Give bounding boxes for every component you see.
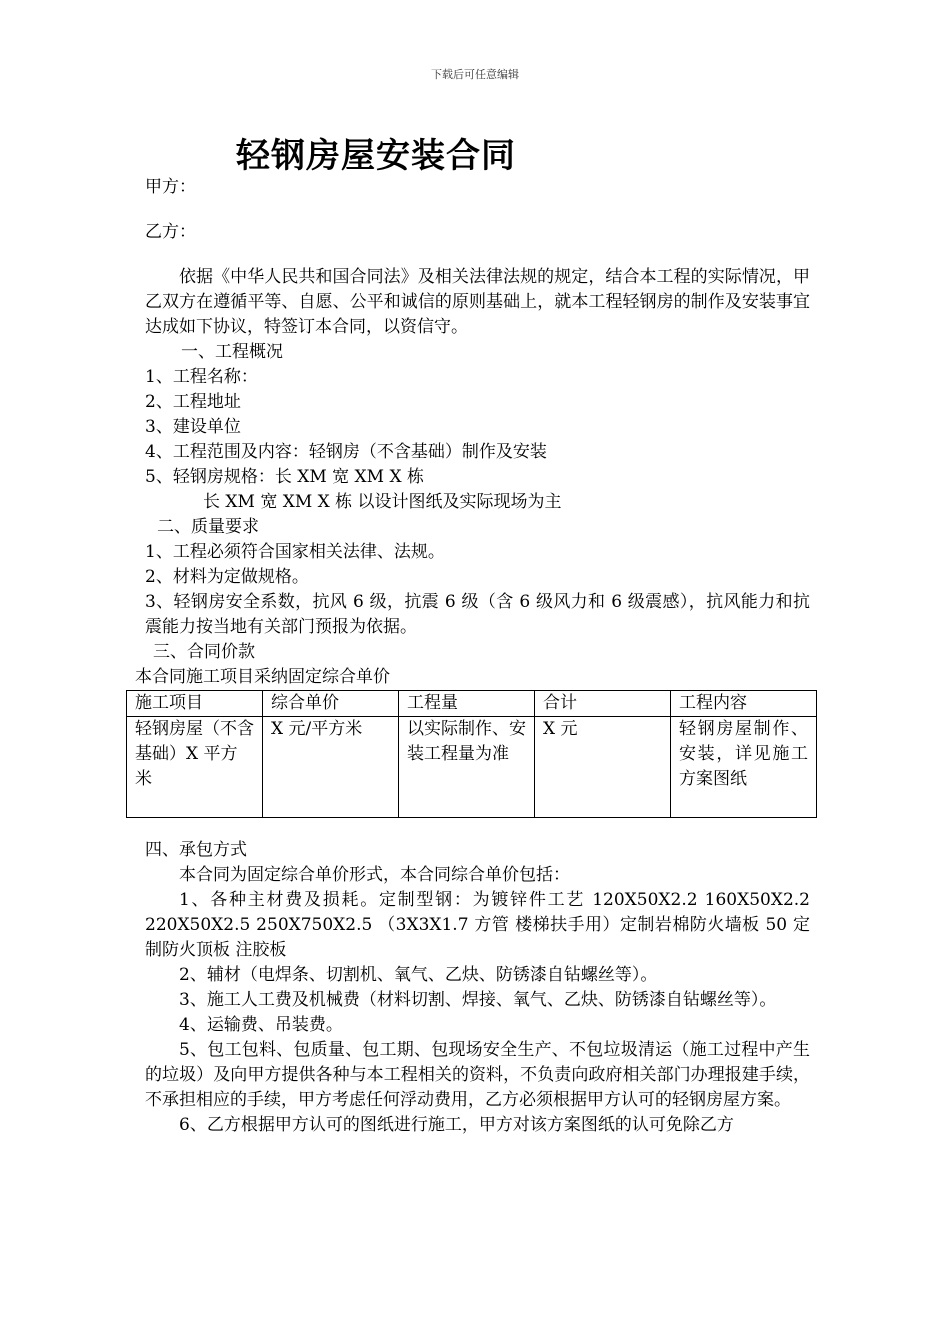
section3-heading: 三、合同价款 — [153, 642, 255, 662]
section2-heading: 二、质量要求 — [157, 517, 259, 537]
document-title: 轻钢房屋安装合同 — [236, 136, 516, 176]
table-row — [127, 717, 817, 818]
section4-heading: 四、承包方式 — [145, 840, 247, 860]
intro-paragraph: 依据《中华人民共和国合同法》及相关法律法规的规定，结合本工程的实际情况，甲乙双方在遵循平等、自愿、公平和诚信的原则基础上，就本工程轻钢房的制作及安装事宜达成如下协议，特签订本合同，以资信守。 — [145, 267, 810, 337]
party-a-label: 甲方： — [145, 177, 196, 197]
table-header-cell: 综合单价 — [263, 691, 399, 717]
table-header-row — [127, 691, 817, 717]
section1-item: 2、工程地址 — [145, 392, 241, 412]
section3-lead: 本合同施工项目采纳固定综合单价 — [135, 667, 390, 687]
section2-item: 1、工程必须符合国家相关法律、法规。 — [145, 542, 445, 562]
table-cell: X 元/平方米 — [263, 717, 399, 818]
section4-lead: 本合同为固定综合单价形式，本合同综合单价包括： — [179, 865, 570, 885]
table-header-cell: 合计 — [535, 691, 671, 717]
section4-item: 2、辅材（电焊条、切割机、氧气、乙炔、防锈漆自钻螺丝等）。 — [179, 965, 658, 985]
section1-heading: 一、工程概况 — [181, 342, 283, 362]
section4-item: 3、施工人工费及机械费（材料切割、焊接、氧气、乙炔、防锈漆自钻螺丝等）。 — [179, 990, 777, 1010]
table-header-cell: 工程量 — [399, 691, 535, 717]
section1-item: 3、建设单位 — [145, 417, 241, 437]
price-table — [126, 690, 817, 818]
section2-item: 3、轻钢房安全系数，抗风 6 级，抗震 6 级（含 6 级风力和 6 级震感），抗风能力和抗震能力按当地有关部门预报为依据。 — [145, 592, 810, 637]
section1-extra: 长 XM 宽 XM X 栋 以设计图纸及实际现场为主 — [203, 492, 562, 512]
section4-item: 4、运输费、吊装费。 — [179, 1015, 343, 1035]
section4-item: 1、各种主材费及损耗。定制型钢：为镀锌件工艺 120X50X2.2 160X50X2.2 220X50X2.5 250X750X2.5 （3X3X1.7 方管 楼梯扶手用）定制岩棉防火墙板 50 定制防火顶板 注胶板 — [145, 890, 810, 960]
table-cell: X 元 — [535, 717, 671, 818]
section1-item: 1、工程名称： — [145, 367, 258, 387]
section1-item: 5、轻钢房规格：长 XM 宽 XM X 栋 — [145, 467, 424, 487]
party-b-label: 乙方： — [145, 222, 196, 242]
table-header-cell: 施工项目 — [127, 691, 263, 717]
table-cell: 轻钢房屋制作、安装，详见施工方案图纸 — [671, 717, 817, 818]
section2-item: 2、材料为定做规格。 — [145, 567, 309, 587]
table-cell: 以实际制作、安装工程量为准 — [399, 717, 535, 818]
table-header-cell: 工程内容 — [671, 691, 817, 717]
section4-item: 6、乙方根据甲方认可的图纸进行施工，甲方对该方案图纸的认可免除乙方 — [179, 1115, 734, 1135]
table-cell: 轻钢房屋（不含基础）X 平方米 — [127, 717, 263, 818]
header-note: 下载后可任意编辑 — [431, 68, 519, 81]
document-body — [135, 175, 810, 1138]
section4-item: 5、包工包料、包质量、包工期、包现场安全生产、不包垃圾清运（施工过程中产生的垃圾）及向甲方提供各种与本工程相关的资料，不负责向政府相关部门办理报建手续，不承担相应的手续，甲方考虑任何浮动费用，乙方必须根据甲方认可的轻钢房屋方案。 — [145, 1040, 810, 1110]
section1-item: 4、工程范围及内容：轻钢房（不含基础）制作及安装 — [145, 442, 547, 462]
